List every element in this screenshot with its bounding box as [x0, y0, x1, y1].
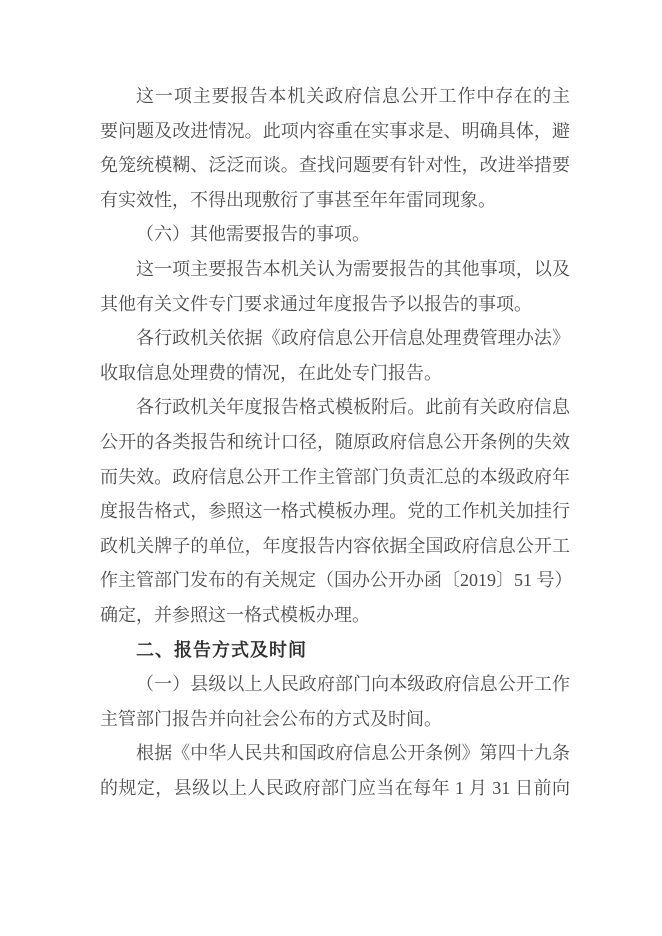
text-line: 政机关牌子的单位，年度报告内容依据全国政府信息公开工: [100, 535, 570, 556]
text-line: 各行政机关依据《政府信息公开信息处理费管理办法》: [136, 328, 570, 349]
text-line: 确定，并参照这一格式模板办理。: [100, 604, 370, 625]
text-line: 各行政机关年度报告格式模板附后。此前有关政府信息: [136, 397, 570, 418]
text-line: 作主管部门发布的有关规定（国办公开办函〔2019〕51 号）: [100, 570, 573, 591]
text-line: 主管部门报告并向社会公布的方式及时间。: [100, 708, 442, 729]
text-line: 而失效。政府信息公开工作主管部门负责汇总的本级政府年: [100, 466, 570, 487]
text-line: 免笼统模糊、泛泛而谈。查找问题要有针对性，改进举措要: [100, 155, 570, 176]
text-line: 公开的各类报告和统计口径，随原政府信息公开条例的失效: [100, 431, 570, 452]
text-line: 其他有关文件专门要求通过年度报告予以报告的事项。: [100, 293, 532, 314]
text-line: 这一项主要报告本机关认为需要报告的其他事项，以及: [136, 258, 570, 279]
text-line: 度报告格式，参照这一格式模板办理。党的工作机关加挂行: [100, 501, 570, 522]
text-line: 的规定，县级以上人民政府部门应当在每年 1 月 31 日前向: [100, 777, 570, 798]
text-line: 根据《中华人民共和国政府信息公开条例》第四十九条: [136, 743, 570, 764]
text-line: （六）其他需要报告的事项。: [136, 224, 370, 245]
text-line: 这一项主要报告本机关政府信息公开工作中存在的主: [136, 86, 570, 106]
text-line: 有实效性，不得出现敷衍了事甚至年年雷同现象。: [100, 189, 496, 210]
section-heading: 二、报告方式及时间: [136, 639, 307, 660]
text-line: （一）县级以上人民政府部门向本级政府信息公开工作: [136, 674, 570, 695]
text-line: 收取信息处理费的情况，在此处专门报告。: [100, 362, 442, 383]
text-block: [100, 79, 573, 805]
text-line: 要问题及改进情况。此项内容重在实事求是、明确具体，避: [100, 120, 570, 141]
